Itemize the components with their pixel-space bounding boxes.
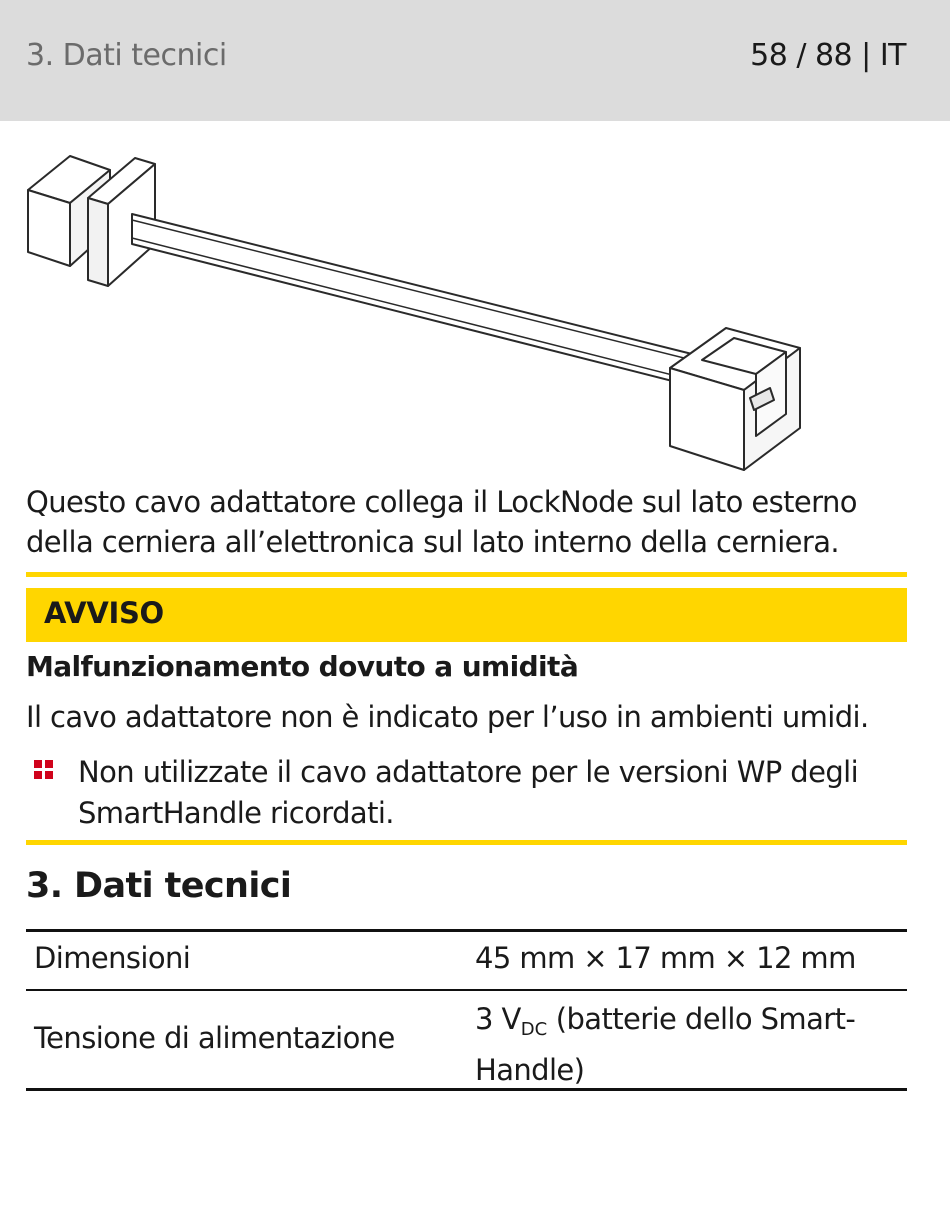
voltage-value: 3 V	[475, 1002, 521, 1036]
notice-text: Il cavo adattatore non è indicato per l’uso in ambienti umidi.	[26, 700, 869, 734]
intro-paragraph: Questo cavo adattatore collega il LockNode sul lato esterno della cerniera all’elettronica sul lato interno della cerniera.	[26, 485, 857, 559]
notice-bottom-rule	[26, 840, 907, 845]
notice-title: Malfunzionamento dovuto a umidità	[26, 650, 579, 683]
header-page-number: 58 / 88 | IT	[750, 38, 906, 73]
table-row-label: Dimensioni	[34, 941, 191, 975]
voltage-note: (batterie dello Smart-	[547, 1002, 856, 1036]
voltage-note-continued: Handle)	[475, 1053, 585, 1087]
table-row-value	[475, 999, 855, 1090]
table-bottom-rule	[26, 1088, 907, 1091]
table-row-divider	[26, 989, 907, 991]
adapter-cable-illustration	[20, 148, 810, 478]
notice-label-bar	[26, 588, 907, 642]
notice-bullet-text: Non utilizzate il cavo adattatore per le versioni WP degli SmartHandle ricordati.	[78, 755, 859, 830]
action-bullet-icon	[34, 760, 54, 780]
notice-label: AVVISO	[44, 596, 164, 630]
voltage-subscript: DC	[520, 1019, 548, 1040]
section-heading: 3. Dati tecnici	[26, 866, 292, 906]
notice-top-rule	[26, 572, 907, 577]
table-row-label: Tensione di alimentazione	[34, 1021, 395, 1055]
table-row-value: 45 mm × 17 mm × 12 mm	[475, 941, 856, 975]
header-section-title: 3. Dati tecnici	[26, 38, 227, 73]
table-top-rule	[26, 929, 907, 932]
page-header	[0, 0, 950, 121]
